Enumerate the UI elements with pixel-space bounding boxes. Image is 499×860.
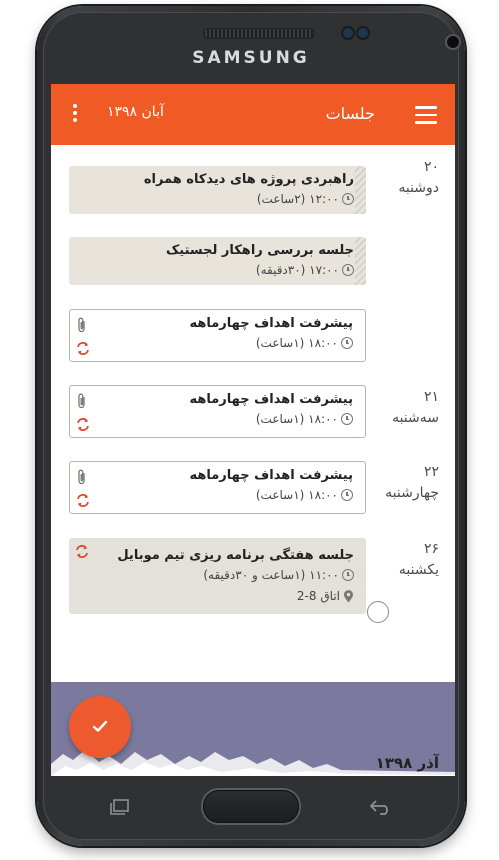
menu-icon[interactable]	[415, 106, 437, 123]
home-button[interactable]	[203, 790, 299, 823]
sync-icon[interactable]	[75, 341, 91, 356]
clock-icon	[341, 413, 353, 425]
day-number: ۲۶	[423, 541, 439, 557]
meeting-card[interactable]	[69, 461, 366, 514]
day-label	[398, 157, 439, 199]
sync-icon[interactable]	[74, 544, 90, 559]
sync-icon[interactable]	[75, 417, 91, 432]
meeting-card[interactable]	[69, 538, 366, 614]
meeting-time-row	[76, 486, 353, 504]
proximity-sensor	[343, 28, 353, 38]
meetings-list	[51, 145, 455, 682]
meeting-time-row	[76, 334, 353, 352]
clock-icon	[342, 569, 354, 581]
confirm-fab-button[interactable]	[69, 696, 131, 758]
front-camera-icon	[447, 36, 459, 48]
current-month[interactable]: آبان ۱۳۹۸	[107, 104, 164, 120]
recent-apps-icon[interactable]	[108, 798, 132, 816]
check-icon	[92, 720, 108, 733]
clock-icon	[342, 264, 354, 276]
day-number: ۲۱	[423, 389, 439, 405]
selection-indicator[interactable]	[367, 601, 389, 623]
meeting-title: پیشرفت اهداف چهارماهه	[189, 392, 353, 407]
card-stripe	[355, 237, 366, 285]
meeting-location: اتاق 8-2	[296, 589, 340, 603]
meeting-time-row	[75, 261, 354, 279]
meeting-time: ۱۷:۰۰ (۳۰دقیقه)	[255, 263, 339, 277]
meeting-time-row	[75, 190, 354, 208]
back-icon[interactable]	[368, 798, 394, 816]
day-label	[399, 539, 439, 581]
meeting-time: ۱۱:۰۰ (۱ساعت و ۳۰دقیقه)	[203, 568, 339, 582]
attachment-icon[interactable]	[77, 317, 87, 333]
clock-icon	[341, 489, 353, 501]
meeting-time-row	[76, 410, 353, 428]
meeting-card[interactable]	[69, 237, 366, 285]
day-weekday: چهارشنبه	[385, 485, 439, 501]
meeting-title: جلسه هفتگی برنامه ریزی تیم موبایل	[117, 548, 354, 563]
meeting-time: ۱۸:۰۰ (۱ساعت)	[255, 412, 338, 426]
clock-icon	[341, 337, 353, 349]
card-stripe	[355, 166, 366, 214]
meeting-time-row	[75, 566, 354, 584]
meeting-title: جلسه بررسی راهکار لجستیک	[165, 243, 354, 258]
meeting-time: ۱۸:۰۰ (۱ساعت)	[255, 488, 338, 502]
meeting-title: پیشرفت اهداف چهارماهه	[189, 468, 353, 483]
day-number: ۲۲	[423, 464, 439, 480]
meeting-time: ۱۸:۰۰ (۱ساعت)	[255, 336, 338, 350]
clock-icon	[342, 193, 354, 205]
app-bar	[51, 84, 455, 145]
location-icon	[343, 590, 354, 603]
day-weekday: دوشنبه	[398, 180, 439, 196]
meeting-card[interactable]	[69, 309, 366, 362]
meeting-time: ۱۲:۰۰ (۲ساعت)	[256, 192, 339, 206]
meeting-title: راهبردی پروژه های دیدکاه همراه	[143, 172, 354, 187]
meeting-location-row	[75, 587, 354, 605]
day-weekday: سه‌شنبه	[392, 410, 439, 426]
sync-icon[interactable]	[75, 493, 91, 508]
day-label	[392, 387, 439, 429]
attachment-icon[interactable]	[77, 393, 87, 409]
next-month-title: آذر ۱۳۹۸	[375, 754, 439, 772]
app-screen	[51, 84, 455, 776]
attachment-icon[interactable]	[77, 469, 87, 485]
page-title: جلسات	[325, 104, 375, 123]
device-brand: SAMSUNG	[192, 48, 310, 68]
meeting-card[interactable]	[69, 385, 366, 438]
light-sensor	[358, 28, 368, 38]
day-weekday: یکشنبه	[398, 562, 439, 578]
day-label	[385, 462, 439, 504]
meeting-card[interactable]	[69, 166, 366, 214]
meeting-title: پیشرفت اهداف چهارماهه	[189, 316, 353, 331]
day-number: ۲۰	[423, 159, 439, 175]
more-icon[interactable]	[71, 104, 79, 126]
earpiece-speaker	[203, 28, 315, 39]
